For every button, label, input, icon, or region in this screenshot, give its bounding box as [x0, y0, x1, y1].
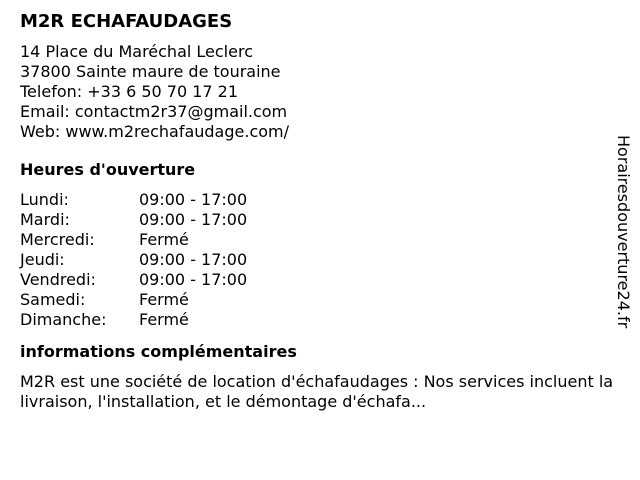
day-hours: 09:00 - 17:00	[139, 270, 248, 289]
day-hours: Fermé	[139, 230, 189, 249]
phone-line: Telefon: +33 6 50 70 17 21	[20, 82, 239, 101]
hours-row	[20, 190, 247, 210]
hours-table	[20, 190, 247, 330]
address-city: 37800 Sainte maure de touraine	[20, 62, 281, 81]
web-line: Web: www.m2rechafaudage.com/	[20, 122, 289, 141]
day-label: Mardi:	[20, 210, 70, 229]
day-hours: Fermé	[139, 310, 189, 329]
address-street: 14 Place du Maréchal Leclerc	[20, 42, 253, 61]
day-label: Samedi:	[20, 290, 86, 309]
email-line: Email: contactm2r37@gmail.com	[20, 102, 288, 121]
hours-row	[20, 250, 247, 270]
site-watermark: Horairesdouverture24.fr	[614, 135, 633, 329]
hours-title: Heures d'ouverture	[20, 160, 196, 179]
day-label: Jeudi:	[20, 250, 65, 269]
business-card	[20, 10, 614, 412]
day-label: Dimanche:	[20, 310, 107, 329]
hours-row	[20, 270, 247, 290]
day-hours: 09:00 - 17:00	[139, 210, 248, 229]
day-hours: 09:00 - 17:00	[139, 190, 248, 209]
day-hours: Fermé	[139, 290, 189, 309]
day-label: Vendredi:	[20, 270, 96, 289]
day-label: Mercredi:	[20, 230, 95, 249]
hours-row	[20, 230, 247, 250]
business-name: M2R ECHAFAUDAGES	[20, 11, 233, 32]
day-label: Lundi:	[20, 190, 69, 209]
day-hours: 09:00 - 17:00	[139, 250, 248, 269]
info-title: informations complémentaires	[20, 342, 297, 361]
hours-row	[20, 210, 247, 230]
hours-row	[20, 310, 247, 330]
business-description: M2R est une société de location d'échafaudages : Nos services incluent la livraison, l'installation, et le démontage d'échafa...	[20, 372, 614, 411]
hours-row	[20, 290, 247, 310]
